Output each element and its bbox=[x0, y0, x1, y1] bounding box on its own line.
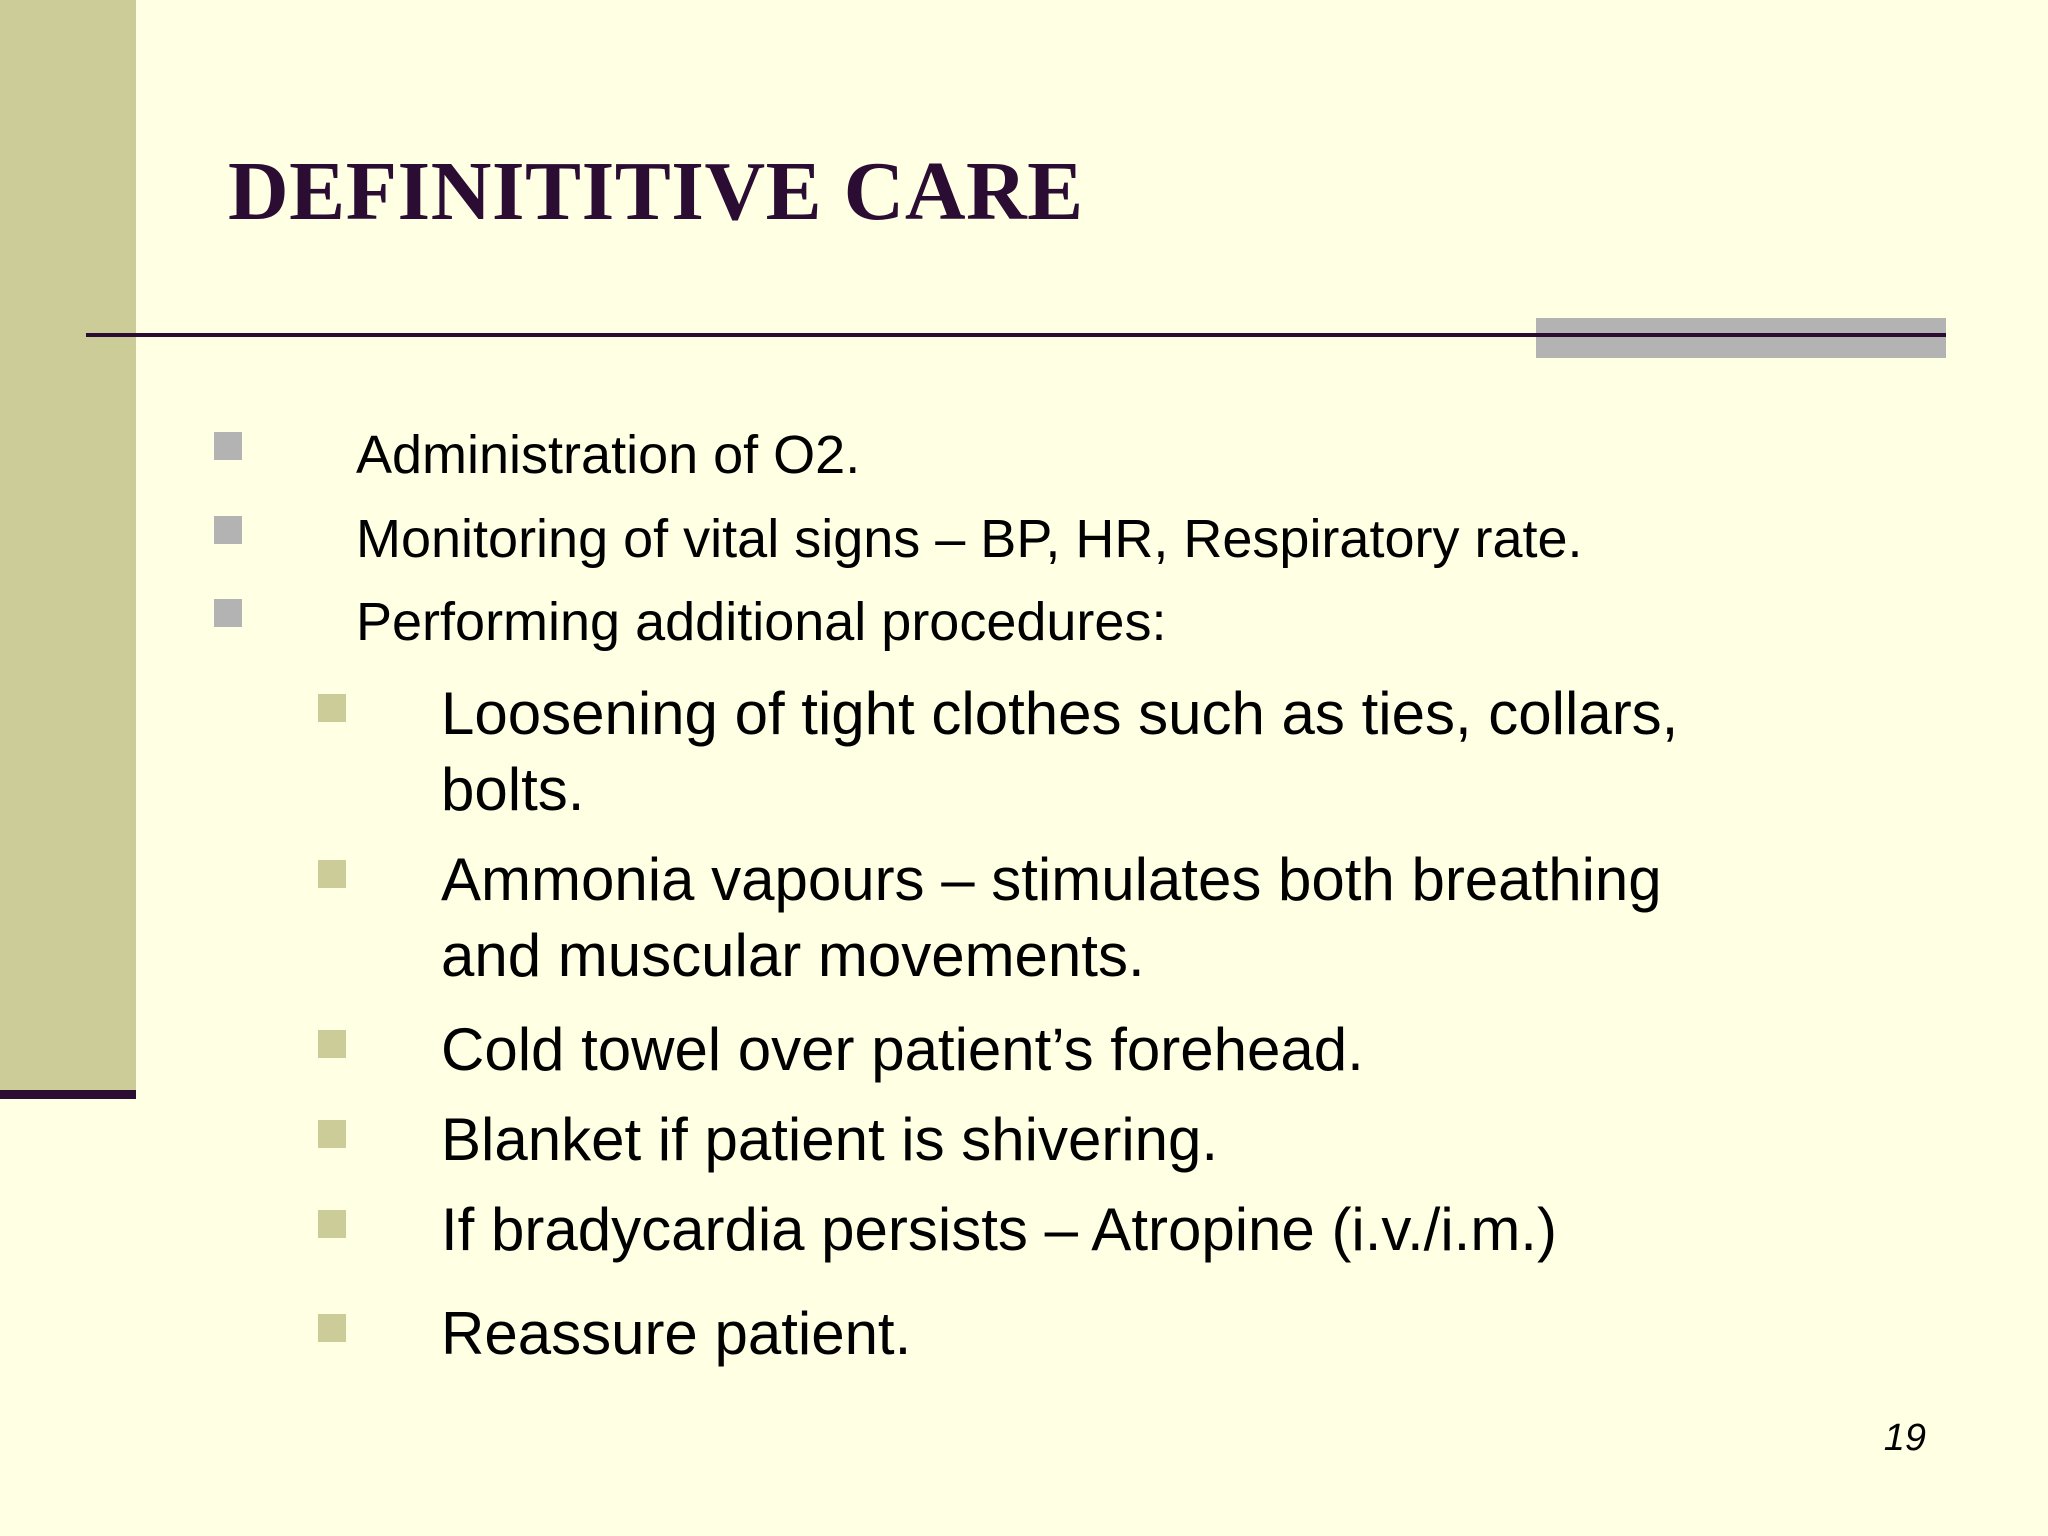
title-underline-rule bbox=[86, 333, 1946, 337]
sub-item-loosening-clothes-line-2: bolts. bbox=[441, 756, 585, 823]
gray-square-bullet-icon bbox=[214, 599, 242, 627]
page-number: 19 bbox=[1883, 1417, 1926, 1459]
sub-item-ammonia-vapours-line-2: and muscular movements. bbox=[441, 922, 1145, 989]
title-accent-bar bbox=[1536, 318, 1946, 358]
left-band-bottom-rule bbox=[0, 1090, 136, 1099]
primary-item-oxygen: Administration of O2. bbox=[356, 425, 861, 485]
olive-square-bullet-icon bbox=[318, 694, 346, 722]
sub-item-cold-towel: Cold towel over patient’s forehead. bbox=[441, 1016, 1364, 1083]
gray-square-bullet-icon bbox=[214, 516, 242, 544]
gray-square-bullet-icon bbox=[214, 432, 242, 460]
olive-square-bullet-icon bbox=[318, 1210, 346, 1238]
primary-item-vital-signs: Monitoring of vital signs – BP, HR, Respiratory rate. bbox=[356, 509, 1583, 569]
slide-title: DEFINITITIVE CARE bbox=[228, 145, 1084, 238]
sub-item-blanket: Blanket if patient is shivering. bbox=[441, 1106, 1219, 1173]
sub-item-atropine: If bradycardia persists – Atropine (i.v./i.m.) bbox=[441, 1196, 1557, 1263]
left-decorative-band bbox=[0, 0, 136, 1092]
olive-square-bullet-icon bbox=[318, 1030, 346, 1058]
olive-square-bullet-icon bbox=[318, 860, 346, 888]
olive-square-bullet-icon bbox=[318, 1314, 346, 1342]
sub-item-reassure: Reassure patient. bbox=[441, 1300, 912, 1367]
sub-item-ammonia-vapours-line-1: Ammonia vapours – stimulates both breathing bbox=[441, 846, 1662, 913]
olive-square-bullet-icon bbox=[318, 1120, 346, 1148]
primary-item-procedures: Performing additional procedures: bbox=[356, 592, 1167, 652]
sub-item-loosening-clothes-line-1: Loosening of tight clothes such as ties, collars, bbox=[441, 680, 1679, 747]
